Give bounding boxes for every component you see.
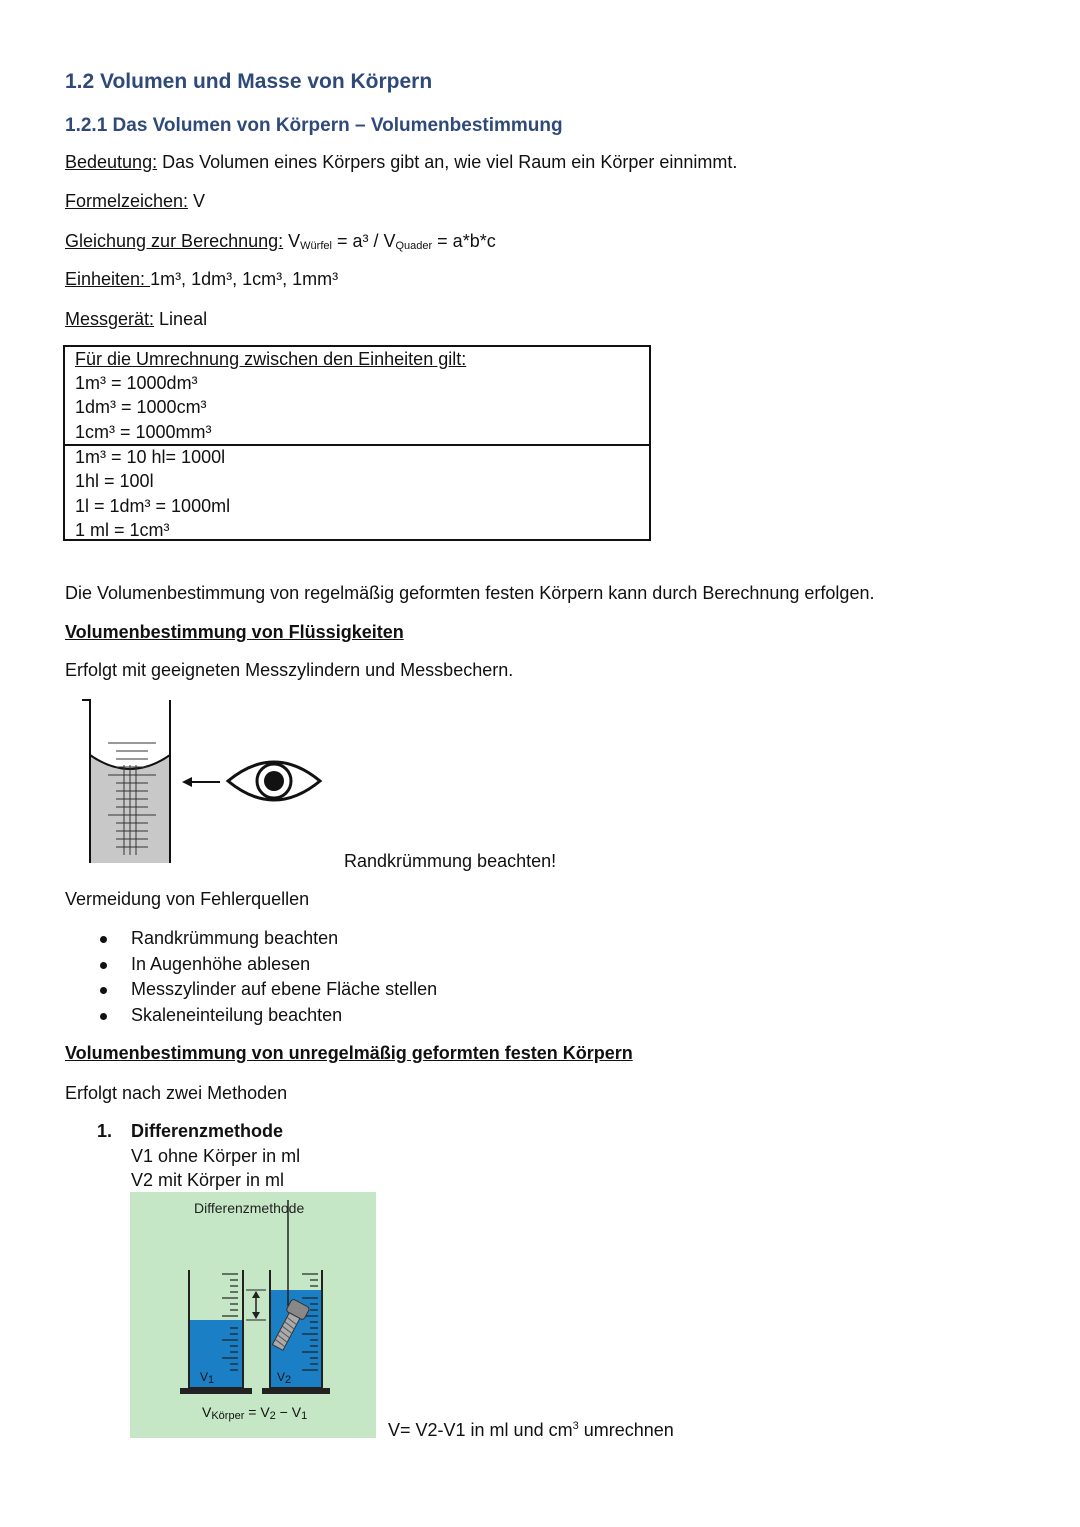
list-item: In Augenhöhe ablesen [65,952,437,978]
formula-sub-koerper: Körper [211,1410,245,1422]
formula-eq-v2: = V [244,1404,270,1420]
formula-sub-2: 2 [269,1410,276,1422]
conversion-box-title: Für die Umrechnung zwischen den Einheiten gilt: [75,349,467,369]
difference-arrow-icon [246,1290,266,1320]
label-v1-sub: 1 [208,1374,215,1386]
conversion-line: 1cm³ = 1000mm³ [75,422,212,442]
differenzmethode-diagram [130,1192,376,1438]
formula-sub-wuerfel: Würfel [300,240,332,252]
formelzeichen-text: V [188,191,206,211]
method1-name: Differenzmethode [131,1121,284,1141]
label-v1 [200,1370,214,1386]
formula-part1: = a³ / V [331,231,396,251]
box-divider [65,444,649,446]
formula-part2: = a*b*c [432,231,496,251]
method1-v2: V2 mit Körper in ml [131,1170,285,1190]
conversion-line: 1dm³ = 1000cm³ [75,397,207,417]
label-v1-main: V [200,1370,209,1384]
arrow-left-icon [182,777,220,787]
conversion-line: 1hl = 100l [75,471,154,491]
fluid-body-text: Erfolgt mit geeigneten Messzylindern und Messbechern. [65,660,514,680]
irregular-heading: Volumenbestimmung von unregelmäßig geformten festen Körpern [65,1043,633,1063]
section-heading: 1.2.1 Das Volumen von Körpern – Volumenbestimmung [65,115,563,136]
conversion-line: 1l = 1dm³ = 1000ml [75,496,231,516]
eye-icon [228,762,320,800]
conversion-line: 1m³ = 1000dm³ [75,373,198,393]
measuring-cylinder-icon [82,700,170,863]
bedeutung-label: Bedeutung: [65,152,158,172]
method1-v1: V1 ohne Körper in ml [131,1146,301,1166]
diagram-formula [202,1404,307,1422]
formula-minus-v1: − V [275,1404,302,1420]
result-main: V= V2-V1 in ml und cm [388,1420,573,1440]
cylinder-v2-icon [262,1200,330,1394]
method1-number: 1. [97,1121,113,1141]
result-superscript: 3 [572,1420,579,1432]
gleichung-label: Gleichung zur Berechnung: [65,231,284,251]
cylinder-v1-icon [180,1270,252,1394]
diagram-title: Differenzmethode [194,1200,305,1216]
fluid-heading: Volumenbestimmung von Flüssigkeiten [65,622,404,642]
bedeutung-line [65,152,737,173]
conversion-box [63,345,651,541]
randkruemmung-caption: Randkrümmung beachten! [344,851,557,871]
einheiten-label: Einheiten: [65,269,151,289]
conversion-line: 1m³ = 10 hl= 1000l [75,447,226,467]
formula-sub-1: 1 [301,1410,308,1422]
formula-sub-quader: Quader [395,240,433,252]
fehler-heading: Vermeidung von Fehlerquellen [65,889,310,909]
messgeraet-text: Lineal [154,309,208,329]
list-item: Randkrümmung beachten [65,926,437,952]
label-v2 [277,1370,291,1386]
messgeraet-line [65,309,207,330]
page-title: 1.2 Volumen und Masse von Körpern [65,70,433,93]
formula-v-koerper: V [202,1404,212,1420]
conversion-line: 1 ml = 1cm³ [75,520,170,540]
regular-body-text: Die Volumenbestimmung von regelmäßig geformten festen Körpern kann durch Berechnung erfolgen. [65,583,875,603]
label-v2-main: V [277,1370,286,1384]
formelzeichen-line [65,191,205,212]
result-text [388,1420,674,1441]
diagram-svg [130,1192,376,1438]
result-suffix: umrechnen [578,1420,674,1440]
list-item: Skaleneinteilung beachten [65,1003,437,1029]
messgeraet-label: Messgerät: [65,309,155,329]
bedeutung-text: Das Volumen eines Körpers gibt an, wie viel Raum ein Körper einnimmt. [157,152,738,172]
methods-intro: Erfolgt nach zwei Methoden [65,1083,288,1103]
einheiten-text: 1m³, 1dm³, 1cm³, 1mm³ [150,269,339,289]
gleichung-line [65,231,496,252]
cylinder-eye-illustration [80,695,325,867]
formelzeichen-label: Formelzeichen: [65,191,189,211]
list-item: Messzylinder auf ebene Fläche stellen [65,977,437,1003]
fehler-list [65,926,437,1028]
einheiten-line [65,269,338,290]
formula-v: V [283,231,301,251]
label-v2-sub: 2 [285,1374,292,1386]
